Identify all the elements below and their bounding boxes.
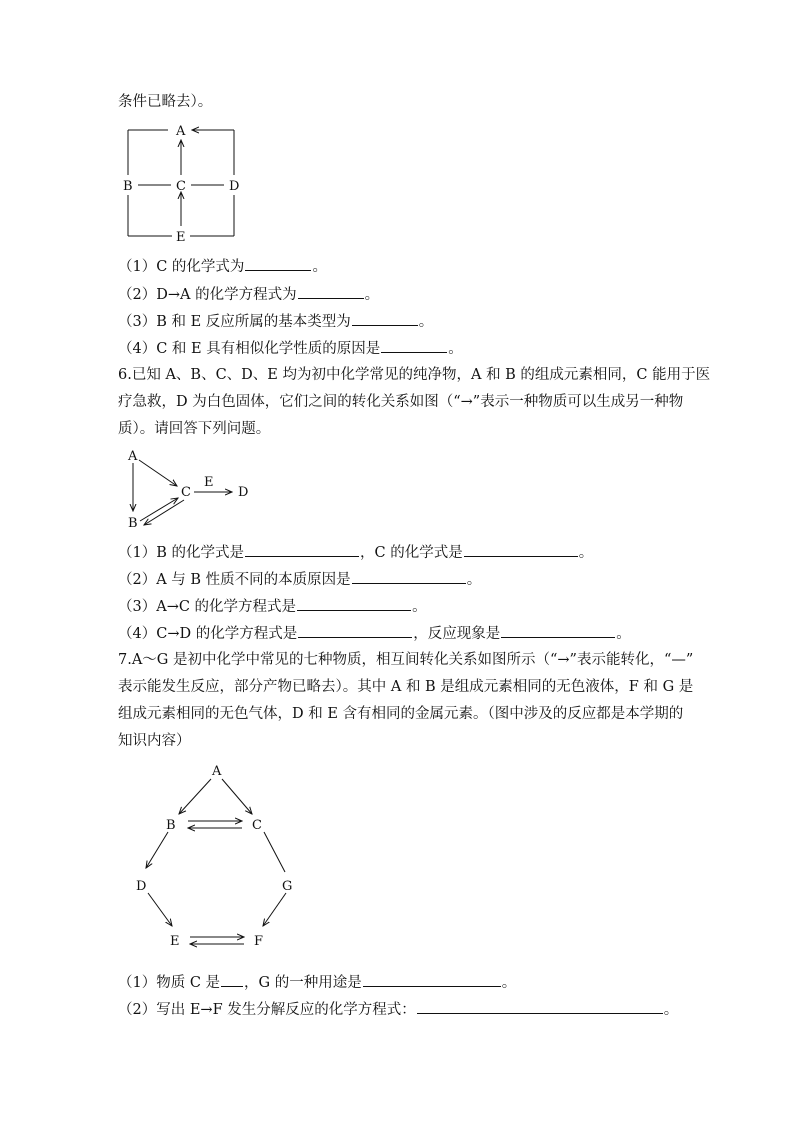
q5-node-a: A <box>176 124 186 139</box>
q6-node-d: D <box>238 485 249 500</box>
q5-sub3: （3）B 和 E 反应所属的基本类型为 。 <box>118 311 433 332</box>
q7-node-a: A <box>212 764 222 779</box>
q6-arrow-c-to-b <box>144 500 184 525</box>
answer-blank[interactable] <box>417 999 663 1014</box>
q7-arrow-a-to-b <box>179 779 211 814</box>
q7-sub2: （2）写出 E→F 发生分解反应的化学方程式： 。 <box>118 999 678 1020</box>
q5-sub1: （1）C 的化学式为 。 <box>118 256 327 277</box>
q6-stem-line2: 疗急救，D 为白色固体，它们之间的转化关系如图（“→”表示一种物质可以生成另一种物 <box>118 394 684 410</box>
q6-node-b: B <box>128 516 138 531</box>
q7-sub1: （1）物质 C 是 ，G 的一种用途是 。 <box>118 972 516 993</box>
q7-line-c-g <box>264 832 285 872</box>
q6-arrow-a-to-c <box>139 460 177 486</box>
answer-blank[interactable] <box>464 542 578 557</box>
q6-sub4: （4）C→D 的化学方程式是 ，反应现象是 。 <box>118 623 631 644</box>
answer-blank[interactable] <box>501 623 615 638</box>
q6-sub1: （1）B 的化学式是 ，C 的化学式是 。 <box>118 542 593 563</box>
q6-sub3: （3）A→C 的化学方程式是 。 <box>118 596 427 617</box>
q6-node-a: A <box>128 449 138 464</box>
q7-arrow-a-to-c <box>222 779 252 814</box>
answer-blank[interactable] <box>381 338 447 353</box>
q5-sub2: （2）D→A 的化学方程式为 。 <box>118 284 379 305</box>
q7-node-d: D <box>136 879 147 894</box>
q5-sub4: （4）C 和 E 具有相似化学性质的原因是 。 <box>118 338 463 359</box>
q6-stem-line3: 质）。请回答下列问题。 <box>118 421 271 437</box>
answer-blank[interactable] <box>297 596 411 611</box>
q6-node-c: C <box>181 485 191 500</box>
answer-blank[interactable] <box>221 972 243 987</box>
q7-stem-line1: 7.A～G 是初中化学中常见的七种物质，相互间转化关系如图所示（“→”表示能转化，“—” <box>118 652 694 668</box>
intro-continuation: 条件已略去）。 <box>118 94 213 110</box>
q7-diagram <box>118 760 318 952</box>
q7-node-b: B <box>166 818 176 833</box>
answer-blank[interactable] <box>298 284 364 299</box>
answer-blank[interactable] <box>298 623 412 638</box>
q6-arrow-b-to-c <box>140 498 178 521</box>
answer-blank[interactable] <box>245 542 359 557</box>
q5-diagram <box>118 120 248 245</box>
q6-diagram <box>118 445 258 533</box>
answer-blank[interactable] <box>352 311 418 326</box>
q7-node-c: C <box>252 818 262 833</box>
q7-node-e: E <box>170 934 180 949</box>
q7-stem-line4: 知识内容） <box>118 733 191 749</box>
q7-stem-line3: 组成元素相同的无色气体，D 和 E 含有相同的金属元素。（图中涉及的反应都是本学期的 <box>118 706 684 722</box>
q5-node-d: D <box>229 179 240 194</box>
q7-arrow-g-to-f <box>263 893 286 926</box>
q6-stem-line1: 6.已知 A、B、C、D、E 均为初中化学常见的纯净物，A 和 B 的组成元素相同，C 能用于医 <box>118 367 711 383</box>
answer-blank[interactable] <box>245 256 311 271</box>
answer-blank[interactable] <box>352 569 466 584</box>
q6-arrow-label-e: E <box>204 475 214 490</box>
q5-node-e: E <box>176 230 186 245</box>
q5-node-b: B <box>123 179 133 194</box>
q6-sub2: （2）A 与 B 性质不同的本质原因是 。 <box>118 569 481 590</box>
q7-node-g: G <box>282 879 293 894</box>
q5-node-c: C <box>176 179 186 194</box>
q7-node-f: F <box>254 934 264 949</box>
q7-arrow-b-to-d <box>146 832 168 868</box>
answer-blank[interactable] <box>363 972 501 987</box>
q7-arrow-d-to-e <box>148 893 172 926</box>
q7-stem-line2: 表示能发生反应，部分产物已略去）。其中 A 和 B 是组成元素相同的无色液体，F 和 G 是 <box>118 679 694 695</box>
